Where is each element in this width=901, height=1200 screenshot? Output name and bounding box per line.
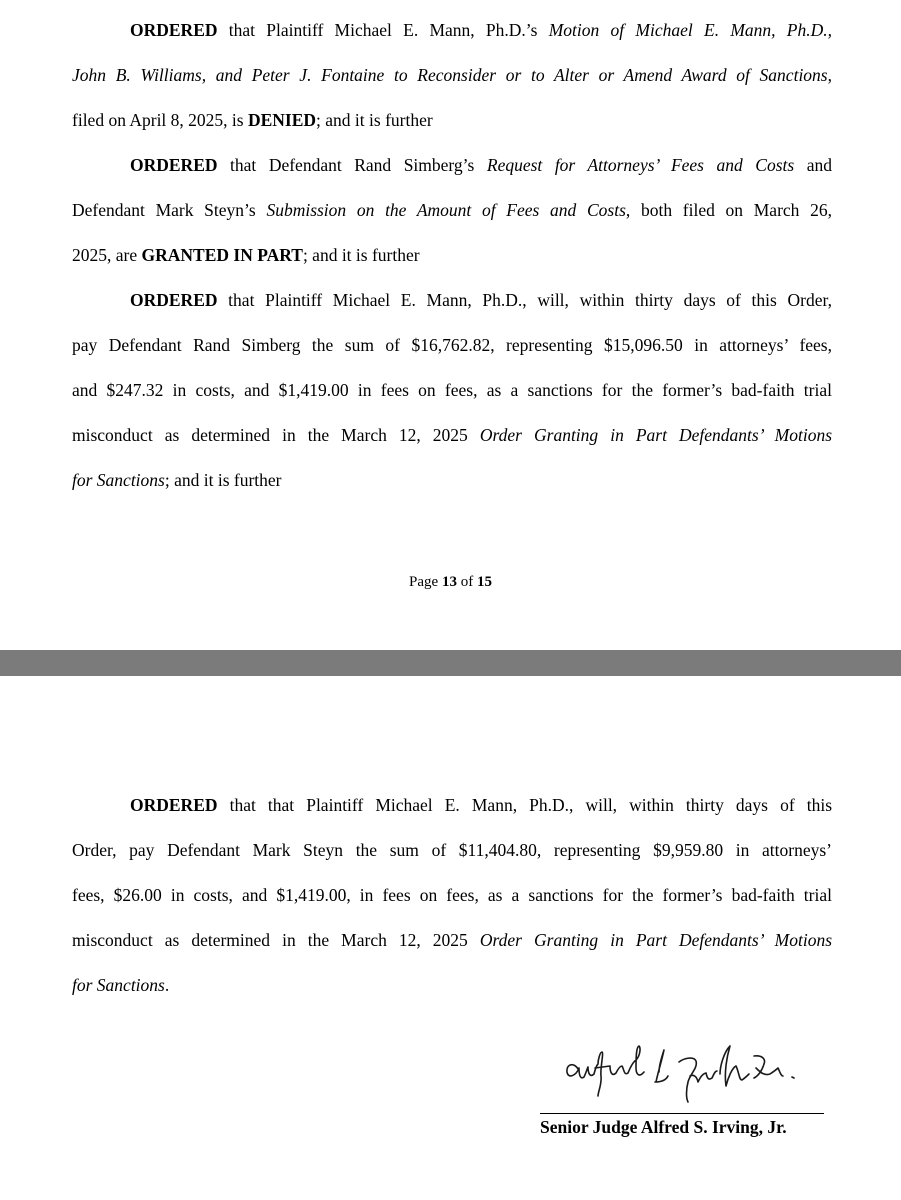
text-line: misconduct as determined in the March 12, 2025 Order Granting in Part Defendants’ Motions [72, 930, 833, 950]
order-paragraph-simberg-payment [72, 278, 832, 503]
ordered-keyword: ORDERED [130, 795, 218, 815]
signer-name: Senior Judge Alfred S. Irving, Jr. [540, 1117, 787, 1137]
handwritten-signature [540, 1016, 825, 1116]
text-line: filed on April 8, 2025, is DENIED; and it is further [72, 110, 433, 130]
motion-title-cont: John B. Williams, and Peter J. Fontaine to Reconsider or to Alter or Amend Award of Sanctions [72, 65, 828, 85]
ordered-keyword: ORDERED [130, 20, 218, 40]
page-number: 13 [441, 574, 457, 590]
order-title-cont: for Sanctions [72, 975, 165, 995]
text-line: 2025, are GRANTED IN PART; and it is further [72, 245, 420, 265]
signature-icon [540, 1016, 825, 1116]
motion-title: Motion of Michael E. Mann, Ph.D., [548, 20, 832, 40]
request-title: Request for Attorneys’ Fees and Costs [486, 155, 795, 175]
signature-line [540, 1113, 824, 1114]
text-line: for Sanctions; and it is further [72, 470, 282, 490]
text-line: ORDERED that Plaintiff Michael E. Mann, Ph.D.’s Motion of Michael E. Mann, Ph.D., [130, 20, 832, 40]
page-footer: Page 13 of 15 [409, 574, 492, 590]
text-line: pay Defendant Rand Simberg the sum of $16,762.82, representing $15,096.50 in attorneys’ fees, [72, 335, 832, 355]
order-paragraph-steyn-payment [72, 783, 832, 1008]
denied-keyword: DENIED [247, 110, 317, 130]
order-paragraph-grant-fees [72, 143, 832, 278]
text-line: fees, $26.00 in costs, and $1,419.00, in fees on fees, as a sanctions for the former’s bad-faith trial [72, 885, 832, 905]
order-title: Order Granting in Part Defendants’ Motions [479, 425, 833, 445]
text-line: ORDERED that that Plaintiff Michael E. Mann, Ph.D., will, within thirty days of this [130, 795, 832, 815]
text-line: ORDERED that Defendant Rand Simberg’s Request for Attorneys’ Fees and Costs and [130, 155, 833, 175]
ordered-keyword: ORDERED [130, 155, 218, 175]
text-line: for Sanctions. [72, 975, 170, 995]
order-title: Order Granting in Part Defendants’ Motions [479, 930, 833, 950]
text-line: Order, pay Defendant Mark Steyn the sum of $11,404.80, representing $9,959.80 in attorneys’ [72, 840, 832, 860]
granted-keyword: GRANTED IN PART [141, 245, 303, 265]
order-paragraph-deny-reconsider [72, 8, 832, 143]
order-title-cont: for Sanctions [72, 470, 165, 490]
text-line: and $247.32 in costs, and $1,419.00 in fees on fees, as a sanctions for the former’s bad-faith trial [72, 380, 832, 400]
submission-title: Submission on the Amount of Fees and Costs [266, 200, 626, 220]
page-separator [0, 650, 901, 676]
ordered-keyword: ORDERED [130, 290, 218, 310]
text-line: ORDERED that Plaintiff Michael E. Mann, Ph.D., will, within thirty days of this Order, [130, 290, 832, 310]
text-line: Defendant Mark Steyn’s Submission on the Amount of Fees and Costs, both filed on March 26, [72, 200, 832, 220]
document-page-14 [0, 676, 901, 1200]
text-line: John B. Williams, and Peter J. Fontaine to Reconsider or to Alter or Amend Award of Sanctions, [72, 65, 832, 85]
page-total: 15 [476, 574, 492, 590]
text-line: misconduct as determined in the March 12, 2025 Order Granting in Part Defendants’ Motions [72, 425, 833, 445]
